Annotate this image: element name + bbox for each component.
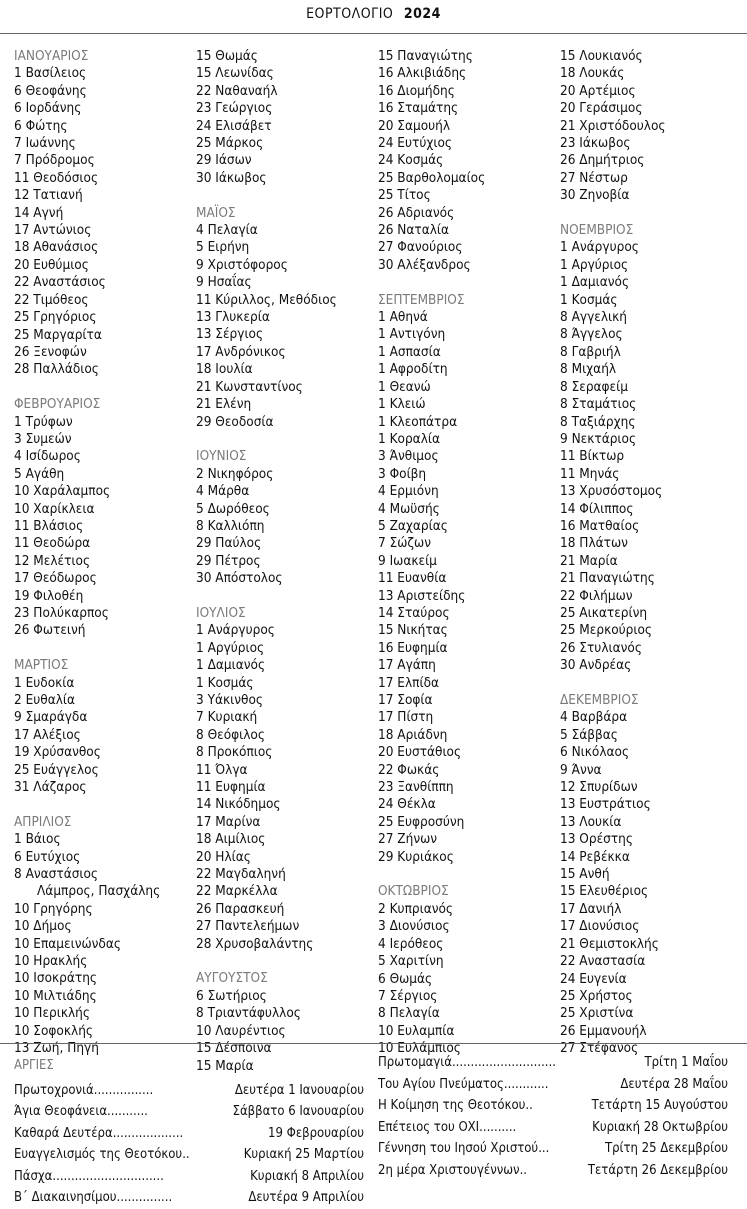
nameday-entry: 3 Φοίβη bbox=[378, 465, 427, 482]
nameday-entry: 11 Βίκτωρ bbox=[560, 448, 625, 465]
nameday-entry: 15 Δέσποινα bbox=[196, 1040, 272, 1057]
nameday-entry: 6 Θωμάς bbox=[378, 970, 433, 987]
nameday-entry: 13 Ζωή, Πηγή bbox=[14, 1040, 99, 1057]
nameday-entry: 1 Ευδοκία bbox=[14, 674, 75, 691]
nameday-column-2 bbox=[196, 48, 337, 1075]
nameday-entry: 7 Σώζων bbox=[378, 535, 431, 552]
nameday-entry: 6 Θεοφάνης bbox=[14, 82, 87, 99]
month-heading: ΔΕΚΕΜΒΡΙΟΣ bbox=[560, 692, 639, 708]
nameday-column-3 bbox=[378, 48, 485, 1058]
nameday-entry: 27 Ζήνων bbox=[378, 831, 438, 848]
holiday-dots: ................... bbox=[112, 1125, 184, 1141]
nameday-entry: 6 Σωτήριος bbox=[196, 987, 267, 1004]
nameday-entry: 27 Νέστωρ bbox=[560, 169, 628, 186]
nameday-entry: 11 Όλγα bbox=[196, 761, 248, 778]
nameday-entry: 26 Αδριανός bbox=[378, 204, 455, 221]
holiday-dots: ........... bbox=[107, 1104, 148, 1119]
nameday-entry: 21 Κωνσταντίνος bbox=[196, 378, 303, 395]
holidays-left bbox=[14, 1055, 364, 1209]
nameday-entry: 8 Σταμάτιος bbox=[560, 396, 637, 413]
month-heading: ΟΚΤΩΒΡΙΟΣ bbox=[378, 883, 449, 900]
holidays-divider bbox=[0, 1043, 747, 1044]
nameday-entry: 22 Μαρκέλλα bbox=[196, 883, 278, 900]
holiday-name: Πάσχα bbox=[14, 1168, 53, 1184]
nameday-entry: 16 Σταμάτης bbox=[378, 100, 459, 117]
nameday-entry: 23 Ξανθίππη bbox=[378, 779, 454, 796]
month-heading: ΦΕΒΡΟΥΑΡΙΟΣ bbox=[14, 396, 101, 413]
nameday-entry: 2 Κυπριανός bbox=[378, 900, 454, 917]
nameday-entry: 1 Βάιος bbox=[14, 831, 61, 848]
nameday-entry: 18 Λουκάς bbox=[560, 65, 625, 82]
nameday-entry: 25 Γρηγόριος bbox=[14, 309, 97, 326]
header-divider bbox=[0, 33, 747, 34]
nameday-entry: 17 Θεόδωρος bbox=[14, 570, 97, 587]
nameday-entry: 22 Φωκάς bbox=[378, 761, 440, 778]
nameday-entry: 17 Δανιήλ bbox=[560, 900, 622, 917]
nameday-entry: 15 Λουκιανός bbox=[560, 48, 643, 64]
nameday-entry: 1 Αργύριος bbox=[196, 639, 265, 656]
nameday-entry: 10 Δήμος bbox=[14, 918, 72, 935]
nameday-entry: 8 Γαβριήλ bbox=[560, 343, 621, 360]
holiday-row bbox=[378, 1074, 728, 1096]
nameday-entry: 11 Κύριλλος, Μεθόδιος bbox=[196, 291, 337, 308]
month-heading: ΙΑΝΟΥΑΡΙΟΣ bbox=[14, 48, 89, 64]
holiday-date: Κυριακή 28 Οκτωβρίου bbox=[592, 1119, 728, 1135]
nameday-entry: 17 Διονύσιος bbox=[560, 918, 640, 935]
nameday-entry: 21 Παναγιώτης bbox=[560, 570, 655, 587]
month-heading: ΑΥΓΟΥΣΤΟΣ bbox=[196, 970, 268, 987]
nameday-entry: 17 Μαρίνα bbox=[196, 813, 261, 830]
month-heading: ΑΠΡΙΛΙΟΣ bbox=[14, 813, 72, 830]
holiday-row bbox=[14, 1080, 364, 1102]
nameday-entry: 5 Ζαχαρίας bbox=[378, 517, 448, 534]
nameday-entry: 17 Πίστη bbox=[378, 709, 434, 726]
section-gap bbox=[14, 640, 160, 657]
nameday-entry: 1 Ασπασία bbox=[378, 343, 441, 360]
nameday-entry: 7 Ιωάννης bbox=[14, 135, 76, 152]
nameday-entry: 9 Νεκτάριος bbox=[560, 430, 637, 447]
nameday-entry: 26 Ξενοφών bbox=[14, 343, 87, 360]
nameday-entry: 1 Ανάργυρος bbox=[196, 622, 275, 639]
nameday-entry: 8 Ταξιάρχης bbox=[560, 413, 636, 430]
section-gap bbox=[560, 675, 666, 692]
holiday-name: Γέννηση του Ιησού Χριστού bbox=[378, 1141, 539, 1156]
nameday-entry: 21 Θεμιστοκλής bbox=[560, 935, 659, 952]
nameday-entry: 29 Κυριάκος bbox=[378, 848, 454, 865]
nameday-entry: 25 Χριστίνα bbox=[560, 1005, 634, 1022]
nameday-entry: 24 Ευτύχιος bbox=[378, 135, 453, 152]
nameday-entry: 18 Αιμίλιος bbox=[196, 831, 266, 848]
holiday-dots: .......... bbox=[479, 1119, 517, 1135]
nameday-entry: 3 Άνθιμος bbox=[378, 448, 439, 465]
nameday-entry: 8 Μιχαήλ bbox=[560, 361, 617, 378]
nameday-entry: 10 Χαρίκλεια bbox=[14, 500, 95, 517]
section-gap bbox=[196, 431, 337, 448]
nameday-entry: 10 Λαυρέντιος bbox=[196, 1022, 286, 1039]
holiday-date: Κυριακή 25 Μαρτίου bbox=[243, 1147, 364, 1162]
nameday-entry: 29 Ιάσων bbox=[196, 152, 252, 169]
nameday-entry: 13 Λουκία bbox=[560, 813, 622, 830]
nameday-entry: 6 Νικόλαος bbox=[560, 744, 630, 761]
nameday-entry: 4 Μάρθα bbox=[196, 483, 250, 500]
nameday-entry: 10 Σοφοκλής bbox=[14, 1022, 94, 1039]
nameday-entry: 1 Κοσμάς bbox=[196, 674, 254, 691]
nameday-entry: 23 Πολύκαρπος bbox=[14, 604, 109, 621]
nameday-entry: 13 Γλυκερία bbox=[196, 309, 270, 326]
nameday-entry: 9 Ιωακείμ bbox=[378, 552, 437, 569]
nameday-entry: 21 Ελένη bbox=[196, 396, 252, 413]
holiday-dots: .............................. bbox=[52, 1168, 164, 1184]
page-header bbox=[0, 6, 747, 22]
nameday-entry: 25 Βαρθολομαίος bbox=[378, 169, 486, 186]
nameday-entry: 25 Τίτος bbox=[378, 187, 431, 204]
nameday-entry: 25 Ευφροσύνη bbox=[378, 813, 465, 830]
section-gap bbox=[560, 205, 666, 222]
holiday-date: Δευτέρα 1 Ιανουαρίου bbox=[234, 1082, 364, 1098]
nameday-entry: 7 Πρόδρομος bbox=[14, 152, 95, 169]
holiday-row bbox=[14, 1166, 364, 1188]
nameday-entry: 5 Χαριτίνη bbox=[378, 953, 444, 970]
nameday-entry: 14 Φίλιππος bbox=[560, 500, 634, 517]
holiday-name: Καθαρά Δευτέρα bbox=[14, 1125, 113, 1141]
nameday-entry: 18 Αθανάσιος bbox=[14, 239, 99, 256]
nameday-entry: 1 Αφροδίτη bbox=[378, 361, 448, 378]
nameday-entry: 4 Πελαγία bbox=[196, 222, 258, 239]
nameday-entry: 25 Χρήστος bbox=[560, 987, 633, 1004]
holiday-dots: ............ bbox=[503, 1076, 549, 1092]
holiday-row bbox=[378, 1160, 728, 1182]
nameday-entry: 26 Παρασκευή bbox=[196, 900, 285, 917]
nameday-entry: 8 Σεραφείμ bbox=[560, 378, 628, 395]
nameday-column-4 bbox=[560, 48, 666, 1058]
nameday-entry: 25 Ευάγγελος bbox=[14, 761, 99, 778]
page-title: ΕΟΡΤΟΛΟΓΙΟ bbox=[306, 6, 394, 22]
nameday-column-1 bbox=[14, 48, 160, 1058]
month-heading: ΜΑΪΟΣ bbox=[196, 204, 236, 221]
nameday-entry: 16 Διομήδης bbox=[378, 82, 455, 99]
nameday-entry: 1 Θεανώ bbox=[378, 378, 431, 395]
nameday-entry: 4 Ισίδωρος bbox=[14, 448, 81, 465]
nameday-entry: 4 Ερμιόνη bbox=[378, 483, 439, 500]
holiday-name: Επέτειος του ΟΧΙ bbox=[378, 1119, 480, 1135]
holiday-name: Η Κοίμηση της Θεοτόκου bbox=[378, 1098, 526, 1113]
nameday-entry: 19 Χρύσανθος bbox=[14, 744, 101, 761]
nameday-entry: 15 Νικήτας bbox=[378, 622, 448, 639]
nameday-entry: 3 Συμεών bbox=[14, 430, 72, 447]
nameday-entry: 1 Δαμιανός bbox=[560, 274, 630, 291]
nameday-entry: 8 Καλλιόπη bbox=[196, 517, 265, 534]
page-year: 2024 bbox=[403, 6, 441, 22]
nameday-entry: 10 Ευλάμπιος bbox=[378, 1040, 461, 1057]
nameday-entry: 2 Ευθαλία bbox=[14, 692, 76, 708]
nameday-entry: 15 Μαρία bbox=[196, 1057, 254, 1074]
nameday-entry: 10 Περικλής bbox=[14, 1005, 90, 1022]
holiday-name: Πρωτομαγιά bbox=[378, 1055, 452, 1070]
holiday-date: Τετάρτη 26 Δεκεμβρίου bbox=[587, 1162, 728, 1178]
nameday-entry: 20 Αρτέμιος bbox=[560, 82, 636, 99]
nameday-entry: 4 Ιερόθεος bbox=[378, 935, 444, 952]
holiday-date: Δευτέρα 9 Απριλίου bbox=[248, 1190, 364, 1205]
nameday-entry: 22 Αναστασία bbox=[560, 953, 646, 970]
nameday-entry: 15 Ελευθέριος bbox=[560, 883, 649, 900]
nameday-entry: 17 Ελπίδα bbox=[378, 674, 440, 691]
nameday-entry: 8 Θεόφιλος bbox=[196, 726, 265, 743]
nameday-entry: 12 Μελέτιος bbox=[14, 552, 91, 569]
holiday-date: Σάββατο 6 Ιανουαρίου bbox=[232, 1104, 364, 1119]
nameday-entry: 2 Νικηφόρος bbox=[196, 465, 274, 482]
nameday-entry: 16 Ματθαίος bbox=[560, 517, 640, 534]
nameday-entry: 9 Σμαράγδα bbox=[14, 709, 88, 726]
nameday-entry: 5 Ειρήνη bbox=[196, 239, 250, 256]
nameday-entry: 14 Αγνή bbox=[14, 204, 64, 221]
nameday-entry: 30 Απόστολος bbox=[196, 570, 283, 587]
nameday-entry: 20 Σαμουήλ bbox=[378, 117, 451, 134]
holiday-name: Β΄ Διακαινησίμου bbox=[14, 1190, 117, 1205]
nameday-entry: 26 Φωτεινή bbox=[14, 622, 86, 639]
nameday-entry: 18 Ιουλία bbox=[196, 361, 253, 378]
nameday-entry: 10 Ισοκράτης bbox=[14, 970, 98, 987]
nameday-entry: 17 Αντώνιος bbox=[14, 222, 92, 239]
nameday-entry: 17 Αγάπη bbox=[378, 657, 436, 674]
nameday-entry: 26 Στυλιανός bbox=[560, 639, 642, 656]
nameday-entry: 27 Στέφανος bbox=[560, 1040, 639, 1057]
holiday-name: Άγια Θεοφάνεια bbox=[14, 1104, 108, 1119]
nameday-entry: 10 Γρηγόρης bbox=[14, 900, 93, 917]
holiday-row bbox=[378, 1052, 728, 1074]
holiday-row bbox=[14, 1187, 364, 1209]
nameday-entry: 24 Κοσμάς bbox=[378, 152, 444, 169]
nameday-entry: 9 Άννα bbox=[560, 761, 602, 778]
nameday-entry: 11 Μηνάς bbox=[560, 465, 620, 482]
nameday-entry: 7 Κυριακή bbox=[196, 709, 258, 726]
nameday-entry: 4 Βαρβάρα bbox=[560, 709, 628, 726]
nameday-entry: 31 Λάζαρος bbox=[14, 779, 87, 796]
holiday-row bbox=[14, 1144, 364, 1166]
nameday-entry: 28 Χρυσοβαλάντης bbox=[196, 935, 314, 952]
month-heading: ΣΕΠΤΕΜΒΡΙΟΣ bbox=[378, 291, 465, 308]
holiday-dots: ................ bbox=[93, 1082, 154, 1098]
nameday-entry: 30 Αλέξανδρος bbox=[378, 256, 471, 273]
holiday-dots: .. bbox=[525, 1098, 533, 1113]
nameday-entry: 22 Μαγδαληνή bbox=[196, 866, 286, 883]
nameday-entry: 1 Αργύριος bbox=[560, 256, 629, 273]
nameday-entry: 3 Υάκινθος bbox=[196, 691, 264, 708]
section-gap bbox=[14, 379, 160, 396]
holiday-row bbox=[14, 1123, 364, 1145]
nameday-entry: 20 Ηλίας bbox=[196, 848, 251, 865]
nameday-entry: 16 Αλκιβιάδης bbox=[378, 65, 467, 82]
nameday-entry: 1 Κοραλία bbox=[378, 430, 440, 447]
section-gap bbox=[378, 866, 485, 883]
month-heading: ΙΟΥΛΙΟΣ bbox=[196, 604, 246, 621]
nameday-entry: 5 Δωρόθεος bbox=[196, 500, 270, 517]
holiday-dots: .. bbox=[519, 1162, 528, 1178]
nameday-entry: 21 Μαρία bbox=[560, 552, 618, 569]
nameday-entry: 25 Μαργαρίτα bbox=[14, 326, 102, 343]
nameday-entry: 8 Τριαντάφυλλος bbox=[196, 1005, 301, 1022]
nameday-entry: 24 Ευγενία bbox=[560, 970, 627, 987]
nameday-entry: Λάμπρος, Πασχάλης bbox=[37, 883, 161, 900]
nameday-entry: 4 Μωϋσής bbox=[378, 500, 440, 517]
holidays-right bbox=[378, 1052, 728, 1181]
nameday-entry: 14 Νικόδημος bbox=[196, 796, 281, 813]
nameday-entry: 29 Παύλος bbox=[196, 535, 262, 552]
nameday-entry: 9 Ησαΐας bbox=[196, 274, 252, 291]
holiday-row bbox=[14, 1101, 364, 1123]
nameday-entry: 14 Σταύρος bbox=[378, 604, 450, 621]
nameday-entry: 10 Επαμεινώνδας bbox=[14, 935, 121, 952]
nameday-entry: 9 Χριστόφορος bbox=[196, 256, 288, 273]
nameday-entry: 6 Φώτης bbox=[14, 117, 68, 134]
nameday-entry: 1 Ανάργυρος bbox=[560, 239, 639, 256]
nameday-entry: 15 Θωμάς bbox=[196, 48, 258, 64]
nameday-entry: 25 Αικατερίνη bbox=[560, 604, 648, 621]
nameday-entry: 12 Τατιανή bbox=[14, 187, 83, 204]
month-heading: ΙΟΥΝΙΟΣ bbox=[196, 448, 247, 465]
holiday-row bbox=[378, 1117, 728, 1139]
nameday-entry: 15 Ανθή bbox=[560, 866, 610, 883]
nameday-entry: 1 Κοσμάς bbox=[560, 291, 618, 308]
section-gap bbox=[378, 274, 485, 291]
nameday-entry: 11 Βλάσιος bbox=[14, 517, 84, 534]
nameday-entry: 13 Αριστείδης bbox=[378, 587, 466, 604]
holiday-dots: .. bbox=[182, 1147, 190, 1162]
nameday-entry: 23 Γεώργιος bbox=[196, 100, 273, 117]
holiday-name: 2η μέρα Χριστουγέννων bbox=[378, 1162, 520, 1178]
nameday-entry: 11 Ευανθία bbox=[378, 570, 447, 587]
nameday-entry: 12 Σπυρίδων bbox=[560, 779, 638, 796]
holiday-date: Τετάρτη 15 Αυγούστου bbox=[591, 1098, 728, 1113]
holiday-row bbox=[378, 1095, 728, 1117]
nameday-entry: 1 Κλειώ bbox=[378, 396, 426, 413]
holiday-name: Του Αγίου Πνεύματος bbox=[378, 1076, 504, 1092]
nameday-entry: 1 Τρύφων bbox=[14, 413, 73, 430]
holiday-row bbox=[378, 1138, 728, 1160]
nameday-entry: 17 Ανδρόνικος bbox=[196, 343, 286, 360]
nameday-entry: 24 Ελισάβετ bbox=[196, 117, 272, 134]
nameday-entry: 23 Ιάκωβος bbox=[560, 135, 631, 152]
nameday-entry: 30 Ιάκωβος bbox=[196, 169, 267, 186]
nameday-entry: 8 Πελαγία bbox=[378, 1005, 440, 1022]
nameday-entry: 22 Αναστάσιος bbox=[14, 274, 106, 291]
nameday-entry: 30 Ζηνοβία bbox=[560, 187, 630, 204]
nameday-entry: 8 Αναστάσιος bbox=[14, 866, 99, 883]
month-heading: ΝΟΕΜΒΡΙΟΣ bbox=[560, 222, 634, 239]
nameday-entry: 29 Θεοδοσία bbox=[196, 413, 274, 430]
nameday-entry: 17 Σοφία bbox=[378, 692, 433, 709]
nameday-entry: 17 Αλέξιος bbox=[14, 726, 81, 743]
holiday-date: 19 Φεβρουαρίου bbox=[268, 1125, 364, 1141]
nameday-entry: 7 Σέργιος bbox=[378, 987, 438, 1004]
nameday-entry: 26 Εμμανουήλ bbox=[560, 1022, 647, 1039]
nameday-entry: 1 Βασίλειος bbox=[14, 65, 87, 82]
section-gap bbox=[196, 187, 337, 204]
nameday-entry: 11 Θεοδώρα bbox=[14, 535, 91, 552]
holidays-title: ΑΡΓΙΕΣ bbox=[14, 1058, 54, 1073]
nameday-entry: 20 Ευστάθιος bbox=[378, 744, 462, 761]
nameday-entry: 27 Φανούριος bbox=[378, 239, 463, 256]
nameday-entry: 13 Χρυσόστομος bbox=[560, 483, 663, 500]
nameday-entry: 15 Λεωνίδας bbox=[196, 65, 274, 82]
nameday-entry: 22 Ναθαναήλ bbox=[196, 82, 278, 99]
nameday-entry: 19 Φιλοθέη bbox=[14, 587, 84, 604]
section-gap bbox=[14, 796, 160, 813]
month-heading: ΜΑΡΤΙΟΣ bbox=[14, 657, 69, 674]
holiday-name: Πρωτοχρονιά bbox=[14, 1082, 94, 1098]
nameday-entry: 18 Πλάτων bbox=[560, 535, 628, 552]
nameday-entry: 22 Τιμόθεος bbox=[14, 291, 89, 308]
nameday-entry: 28 Παλλάδιος bbox=[14, 361, 99, 378]
nameday-entry: 10 Χαράλαμπος bbox=[14, 483, 111, 500]
nameday-entry: 24 Θέκλα bbox=[378, 796, 436, 813]
nameday-entry: 5 Σάββας bbox=[560, 726, 618, 743]
nameday-entry: 30 Ανδρέας bbox=[560, 657, 632, 674]
nameday-entry: 20 Γεράσιμος bbox=[560, 100, 643, 117]
nameday-entry: 10 Ευλαμπία bbox=[378, 1022, 455, 1039]
holiday-dots: ............... bbox=[116, 1190, 173, 1205]
nameday-entry: 10 Μιλτιάδης bbox=[14, 987, 97, 1004]
nameday-entry: 5 Αγάθη bbox=[14, 465, 65, 482]
holiday-dots: ............................ bbox=[451, 1055, 556, 1070]
nameday-entry: 3 Διονύσιος bbox=[378, 918, 450, 935]
nameday-entry: 11 Ευφημία bbox=[196, 779, 266, 796]
nameday-entry: 18 Αριάδνη bbox=[378, 726, 448, 743]
nameday-entry: 1 Κλεοπάτρα bbox=[378, 413, 458, 430]
nameday-entry: 8 Άγγελος bbox=[560, 326, 623, 343]
holiday-date: Δευτέρα 28 Μαΐου bbox=[620, 1076, 728, 1092]
holiday-date: Τρίτη 1 Μαΐου bbox=[644, 1055, 728, 1070]
nameday-entry: 15 Παναγιώτης bbox=[378, 48, 473, 64]
holiday-date: Τρίτη 25 Δεκεμβρίου bbox=[604, 1141, 728, 1156]
holiday-dots: ... bbox=[538, 1141, 550, 1156]
nameday-entry: 16 Ευφημία bbox=[378, 639, 448, 656]
nameday-entry: 25 Μάρκος bbox=[196, 135, 264, 152]
holiday-name: Ευαγγελισμός της Θεοτόκου bbox=[14, 1147, 183, 1162]
nameday-entry: 11 Θεοδόσιος bbox=[14, 169, 99, 186]
section-gap bbox=[196, 953, 337, 970]
nameday-entry: 10 Ηρακλής bbox=[14, 953, 88, 970]
nameday-entry: 20 Ευθύμιος bbox=[14, 256, 89, 273]
nameday-entry: 13 Σέργιος bbox=[196, 326, 264, 343]
section-gap bbox=[196, 588, 337, 605]
nameday-entry: 22 Φιλήμων bbox=[560, 587, 633, 604]
nameday-entry: 25 Μερκούριος bbox=[560, 622, 653, 639]
holiday-date: Κυριακή 8 Απριλίου bbox=[250, 1168, 364, 1184]
nameday-entry: 8 Αγγελική bbox=[560, 309, 627, 326]
nameday-entry: 21 Χριστόδουλος bbox=[560, 117, 666, 134]
nameday-entry: 6 Ιορδάνης bbox=[14, 100, 82, 117]
nameday-entry: 1 Αντιγόνη bbox=[378, 326, 446, 343]
nameday-entry: 26 Δημήτριος bbox=[560, 152, 645, 169]
nameday-entry: 1 Δαμιανός bbox=[196, 657, 266, 674]
nameday-entry: 1 Αθηνά bbox=[378, 309, 428, 326]
nameday-entry: 14 Ρεβέκκα bbox=[560, 848, 630, 865]
nameday-entry: 8 Προκόπιος bbox=[196, 744, 273, 761]
nameday-entry: 26 Ναταλία bbox=[378, 222, 450, 239]
nameday-entry: 13 Ορέστης bbox=[560, 831, 633, 848]
nameday-entry: 13 Ευστράτιος bbox=[560, 796, 651, 813]
nameday-entry: 6 Ευτύχιος bbox=[14, 848, 81, 865]
nameday-entry: 27 Παντελεήμων bbox=[196, 918, 300, 935]
nameday-entry: 29 Πέτρος bbox=[196, 552, 261, 569]
